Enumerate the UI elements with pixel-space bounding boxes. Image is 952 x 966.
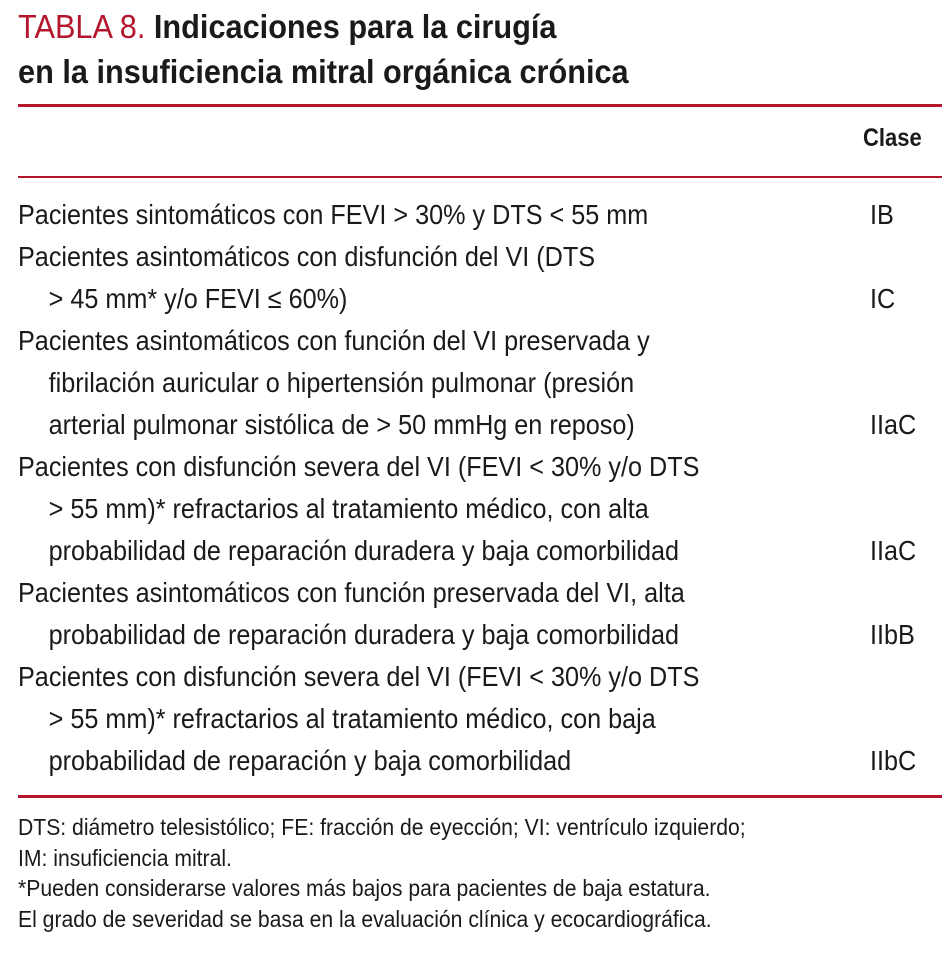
header-rule (18, 176, 942, 178)
table-row (18, 236, 942, 320)
abbreviations-line-2: IM: insuficiencia mitral. (18, 844, 232, 871)
abbreviations-line-1: DTS: diámetro telesistólico; FE: fracción de eyección; VI: ventrículo izquierdo; (18, 814, 746, 840)
row-line: > 55 mm)* refractarios al tratamiento médico, con alta (48, 493, 649, 524)
row-indication (18, 320, 846, 446)
row-clase: IIbB (870, 619, 915, 650)
severity-note: El grado de severidad se basa en la evaluación clínica y ecocardiográfica. (18, 905, 712, 932)
row-indication (18, 446, 846, 572)
row-clase: IIaC (870, 535, 917, 566)
footnote-asterisk: *Pueden considerarse valores más bajos para pacientes de baja estatura. (18, 875, 711, 901)
row-indication (18, 656, 846, 782)
row-line: Pacientes con disfunción severa del VI (FEVI < 30% y/o DTS (18, 661, 700, 692)
row-clase: IC (870, 283, 896, 314)
bottom-rule (18, 795, 942, 798)
row-line: Pacientes asintomáticos con función preservada del VI, alta (18, 577, 685, 608)
row-clase: IB (870, 199, 894, 230)
row-clase: IIbC (870, 745, 917, 776)
row-line: probabilidad de reparación duradera y baja comorbilidad (48, 619, 680, 650)
table-title (18, 4, 874, 94)
row-line: probabilidad de reparación duradera y baja comorbilidad (48, 535, 680, 566)
row-line: arterial pulmonar sistólica de > 50 mmHg en reposo) (48, 409, 635, 440)
title-line-1 (18, 4, 874, 49)
row-line: probabilidad de reparación y baja comorbilidad (48, 745, 572, 776)
table-row (18, 656, 942, 782)
table-row (18, 446, 942, 572)
row-line: > 55 mm)* refractarios al tratamiento médico, con baja (48, 703, 656, 734)
title-text-line-1: Indicaciones para la cirugía (153, 8, 557, 45)
row-indication (18, 194, 846, 236)
row-indication (18, 236, 846, 320)
row-line: Pacientes con disfunción severa del VI (FEVI < 30% y/o DTS (18, 451, 700, 482)
table-number-label: TABLA 8. (18, 8, 146, 45)
table-row (18, 572, 942, 656)
table-footnotes (18, 812, 918, 934)
row-line: Pacientes asintomáticos con disfunción del VI (DTS (18, 241, 596, 272)
row-line: Pacientes asintomáticos con función del VI preservada y (18, 325, 650, 356)
row-indication (18, 572, 846, 656)
table-row (18, 194, 942, 236)
row-line: Pacientes sintomáticos con FEVI > 30% y DTS < 55 mm (18, 199, 649, 230)
title-text-line-2: en la insuficiencia mitral orgánica crónica (18, 53, 629, 90)
column-header-clase: Clase (863, 124, 922, 152)
table-body (18, 194, 942, 782)
table-row (18, 320, 942, 446)
row-line: > 45 mm* y/o FEVI ≤ 60%) (48, 283, 348, 314)
top-rule (18, 104, 942, 107)
row-line: fibrilación auricular o hipertensión pulmonar (presión (48, 367, 635, 398)
row-clase: IIaC (870, 409, 917, 440)
